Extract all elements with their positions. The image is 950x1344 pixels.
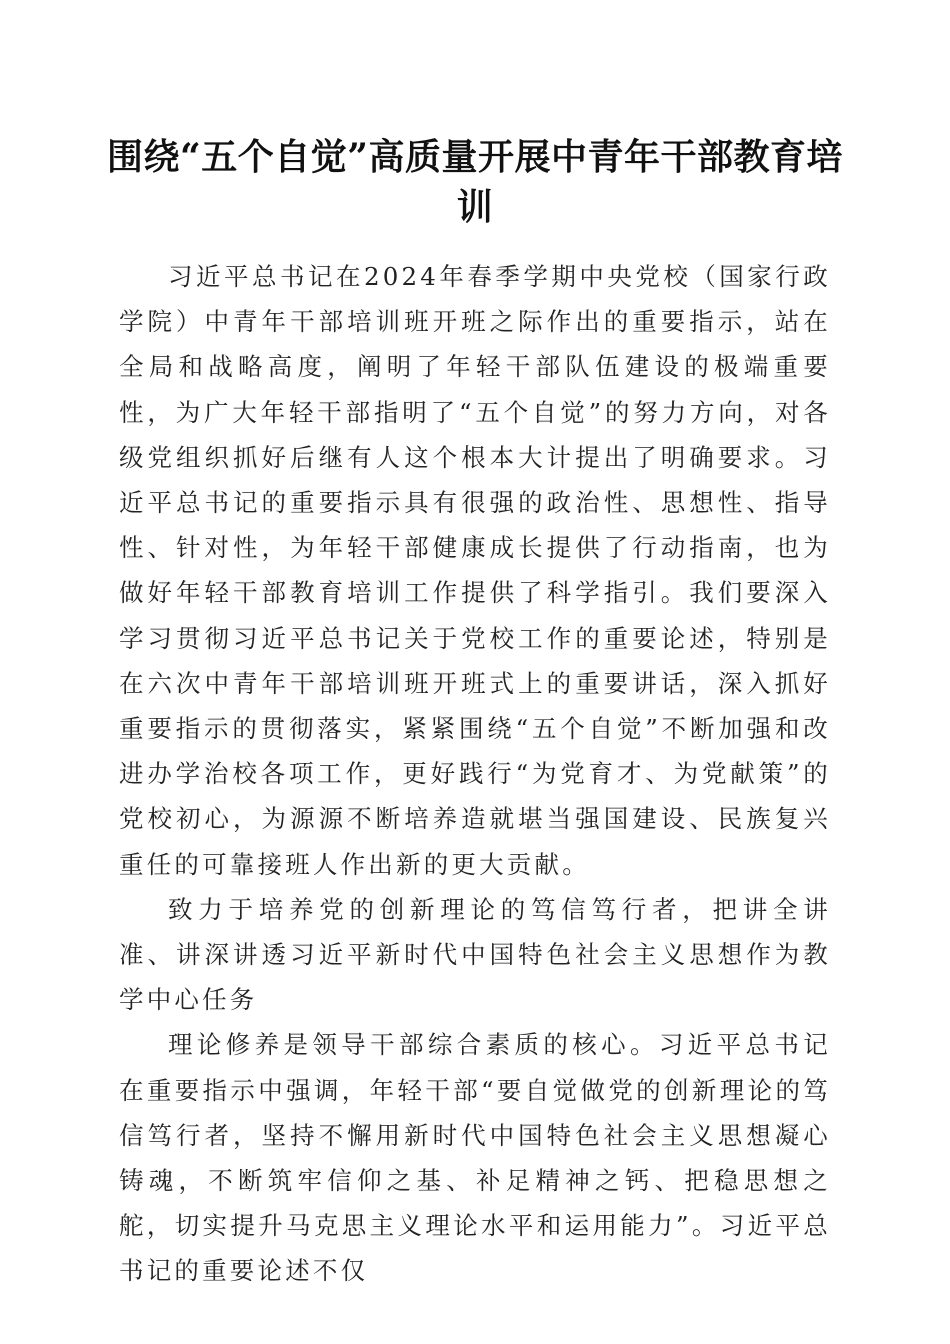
section-heading: 致力于培养党的创新理论的笃信笃行者，把讲全讲准、讲深讲透习近平新时代中国特色社会主义思想作为教学中心任务 xyxy=(119,894,831,1015)
paragraph: 理论修养是领导干部综合素质的核心。习近平总书记在重要指示中强调，年轻干部“要自觉做党的创新理论的笃信笃行者，坚持不懈用新时代中国特色社会主义思想凝心铸魂，不断筑牢信仰之基、补足精神之钙、把稳思想之舵，切实提升马克思主义理论水平和运用能力”。习近平总书记的重要论述不仅 xyxy=(119,1030,831,1286)
document-body xyxy=(119,254,831,1294)
paragraph: 习近平总书记在2024年春季学期中央党校（国家行政学院）中青年干部培训班开班之际作出的重要指示，站在全局和战略高度，阐明了年轻干部队伍建设的极端重要性，为广大年轻干部指明了“五个自觉”的努力方向，对各级党组织抓好后继有人这个根本大计提出了明确要求。习近平总书记的重要指示具有很强的政治性、思想性、指导性、针对性，为年轻干部健康成长提供了行动指南，也为做好年轻干部教育培训工作提供了科学指引。我们要深入学习贯彻习近平总书记关于党校工作的重要论述，特别是在六次中青年干部培训班开班式上的重要讲话，深入抓好重要指示的贯彻落实，紧紧围绕“五个自觉”不断加强和改进办学治校各项工作，更好践行“为党育才、为党献策”的党校初心，为源源不断培养造就堪当强国建设、民族复兴重任的可靠接班人作出新的更大贡献。 xyxy=(119,262,831,879)
document-title: 围绕“五个自觉”高质量开展中青年干部教育培训 xyxy=(107,136,843,228)
